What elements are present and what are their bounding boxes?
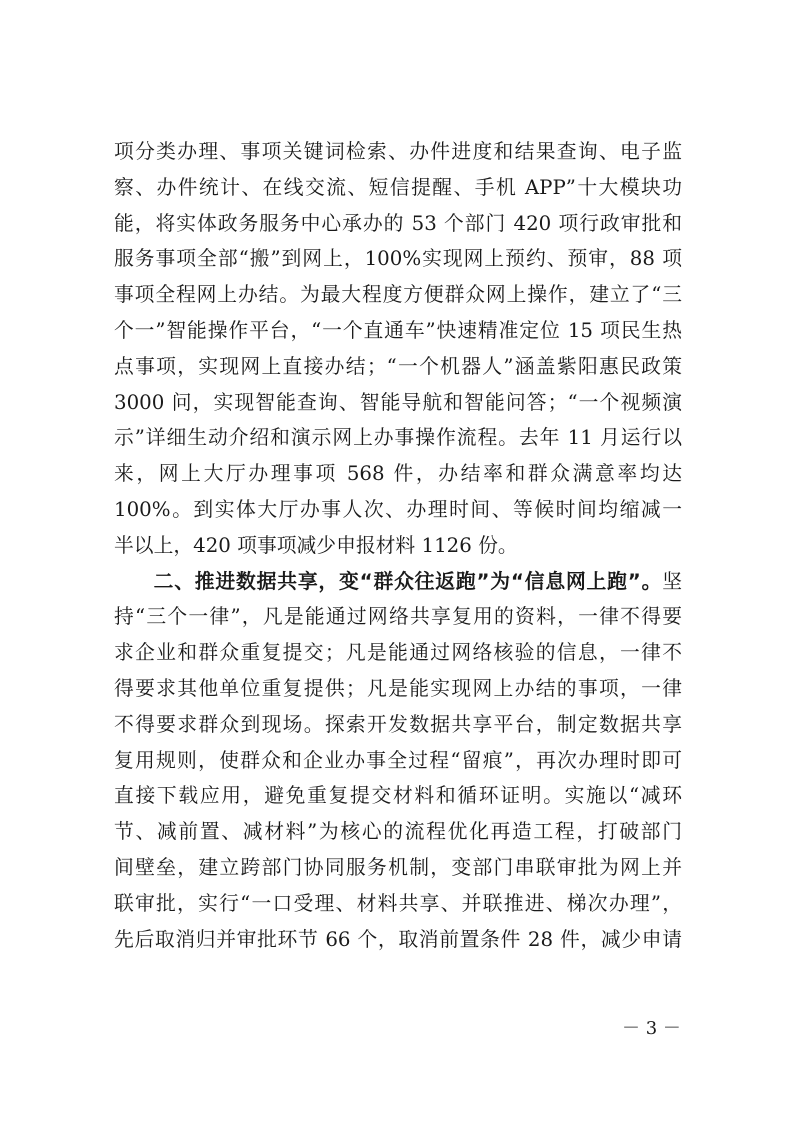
- text-line: 100%。到实体大厅办事人次、办理时间、等候时间均缩减一: [114, 497, 682, 521]
- text-line: 点事项，实现网上直接办结；“一个机器人”涵盖紫阳惠民政策: [114, 354, 682, 378]
- text-line: 能，将实体政务服务中心承办的 53 个部门 420 项行政审批和: [114, 211, 682, 235]
- text-line: 直接下载应用，避免重复提交材料和循环证明。实施以“减环: [114, 784, 682, 808]
- text-line: 来，网上大厅办理事项 568 件，办结率和群众满意率均达: [114, 462, 682, 486]
- text-line: 不得要求群众到现场。探索开发数据共享平台，制定数据共享: [114, 712, 682, 736]
- text-line: 得要求其他单位重复提供；凡是能实现网上办结的事项，一律: [114, 676, 682, 700]
- text-line: 半以上，420 项事项减少申报材料 1126 份。: [114, 533, 518, 557]
- text-line: 个一”智能操作平台，“一个直通车”快速精准定位 15 项民生热: [114, 318, 682, 342]
- section-first-line-rest: 坚: [662, 569, 682, 593]
- page-number: － 3 －: [622, 1018, 681, 1039]
- text-line: 事项全程网上办结。为最大程度方便群众网上操作，建立了“三: [114, 283, 682, 307]
- text-line: 节、减前置、减材料”为核心的流程优化再造工程，打破部门: [114, 820, 682, 844]
- text-line: 求企业和群众重复提交；凡是能通过网络核验的信息，一律不: [114, 641, 682, 665]
- text-line: 间壁垒，建立跨部门协同服务机制，变部门串联审批为网上并: [114, 855, 682, 879]
- text-line: 察、办件统计、在线交流、短信提醒、手机 APP”十大模块功: [114, 175, 682, 199]
- body-text: [114, 134, 682, 957]
- text-line: 先后取消归并审批环节 66 个，取消前置条件 28 件，减少申请: [114, 927, 682, 951]
- section-heading: 二、推进数据共享，变“群众往返跑”为“信息网上跑”。: [153, 569, 663, 593]
- section-heading-line: [114, 564, 682, 600]
- text-line: 3000 问，实现智能查询、智能导航和智能问答；“一个视频演: [114, 390, 682, 414]
- text-line: 联审批，实行“一口受理、材料共享、并联推进、梯次办理”，: [114, 891, 682, 915]
- text-line: 服务事项全部“搬”到网上，100%实现网上预约、预审，88 项: [114, 247, 682, 271]
- text-line: 复用规则，使群众和企业办事全过程“留痕”，再次办理时即可: [114, 748, 682, 772]
- text-line: 持“三个一律”，凡是能通过网络共享复用的资料，一律不得要: [114, 605, 682, 629]
- text-line: 项分类办理、事项关键词检索、办件进度和结果查询、电子监: [114, 140, 682, 163]
- text-line: 示”详细生动介绍和演示网上办事操作流程。去年 11 月运行以: [114, 426, 682, 450]
